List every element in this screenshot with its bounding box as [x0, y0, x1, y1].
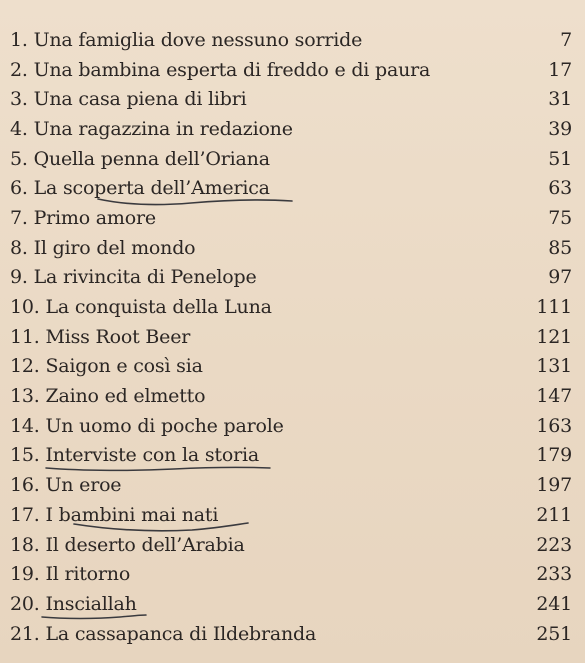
toc-entry-title: 15. Interviste con la storia [10, 444, 259, 467]
toc-entry-page-number: 211 [536, 503, 572, 526]
toc-entry-page-number: 63 [548, 177, 572, 200]
toc-entry-page-number: 51 [548, 147, 572, 170]
toc-entry-7 [10, 203, 572, 233]
toc-entry-page-number: 179 [536, 444, 572, 467]
toc-entry-page-number: 121 [536, 325, 572, 348]
toc-entry-17 [10, 500, 572, 530]
toc-entry-title: 20. Insciallah [10, 592, 137, 615]
toc-entry-5 [10, 144, 572, 174]
toc-entry-title: 16. Un eroe [10, 474, 122, 497]
toc-entry-page-number: 39 [548, 117, 572, 140]
toc-entry-page-number: 241 [536, 592, 572, 615]
toc-entry-title: 21. La cassapanca di Ildebranda [10, 622, 317, 645]
toc-entry-title: 19. Il ritorno [10, 563, 131, 586]
toc-entry-title: 7. Primo amore [10, 206, 156, 229]
toc-entry-title: 11. Miss Root Beer [10, 325, 191, 348]
toc-entry-title: 4. Una ragazzina in redazione [10, 117, 293, 140]
toc-entry-page-number: 131 [536, 355, 572, 378]
toc-entry-12 [10, 352, 572, 382]
toc-entry-1 [10, 25, 572, 55]
toc-entry-page-number: 197 [536, 474, 572, 497]
toc-entry-title: 12. Saigon e così sia [10, 355, 203, 378]
toc-entry-page-number: 163 [536, 414, 572, 437]
toc-entry-title: 2. Una bambina esperta di freddo e di paura [10, 58, 431, 81]
toc-entry-2 [10, 55, 572, 85]
toc-entry-title: 8. Il giro del mondo [10, 236, 196, 259]
toc-entry-page-number: 233 [536, 563, 572, 586]
toc-entry-page-number: 85 [548, 236, 572, 259]
table-of-contents [10, 25, 572, 648]
toc-entry-title: 1. Una famiglia dove nessuno sorride [10, 28, 363, 51]
toc-entry-title: 13. Zaino ed elmetto [10, 385, 206, 408]
toc-entry-page-number: 75 [548, 206, 572, 229]
toc-entry-page-number: 17 [548, 58, 572, 81]
toc-entry-20 [10, 589, 572, 619]
toc-entry-title: 6. La scoperta dell’America [10, 177, 270, 200]
toc-entry-title: 5. Quella penna dell’Oriana [10, 147, 270, 170]
toc-entry-6 [10, 173, 572, 203]
toc-entry-title: 10. La conquista della Luna [10, 296, 272, 319]
toc-entry-title: 3. Una casa piena di libri [10, 88, 247, 111]
toc-entry-8 [10, 233, 572, 263]
toc-entry-16 [10, 470, 572, 500]
toc-entry-page-number: 251 [536, 622, 572, 645]
toc-entry-4 [10, 114, 572, 144]
toc-entry-page-number: 223 [536, 533, 572, 556]
toc-entry-page-number: 111 [536, 296, 572, 319]
toc-entry-19 [10, 559, 572, 589]
toc-entry-9 [10, 263, 572, 293]
toc-entry-page-number: 147 [536, 385, 572, 408]
toc-entry-title: 17. I bambini mai nati [10, 503, 219, 526]
toc-entry-page-number: 31 [548, 88, 572, 111]
toc-entry-13 [10, 381, 572, 411]
toc-entry-11 [10, 322, 572, 352]
toc-entry-title: 18. Il deserto dell’Arabia [10, 533, 245, 556]
toc-entry-18 [10, 530, 572, 560]
toc-entry-3 [10, 84, 572, 114]
toc-entry-page-number: 97 [548, 266, 572, 289]
toc-entry-title: 14. Un uomo di poche parole [10, 414, 284, 437]
toc-entry-14 [10, 411, 572, 441]
toc-entry-15 [10, 441, 572, 471]
toc-entry-21 [10, 619, 572, 649]
toc-entry-title: 9. La rivincita di Penelope [10, 266, 257, 289]
toc-entry-page-number: 7 [560, 28, 572, 51]
toc-entry-10 [10, 292, 572, 322]
